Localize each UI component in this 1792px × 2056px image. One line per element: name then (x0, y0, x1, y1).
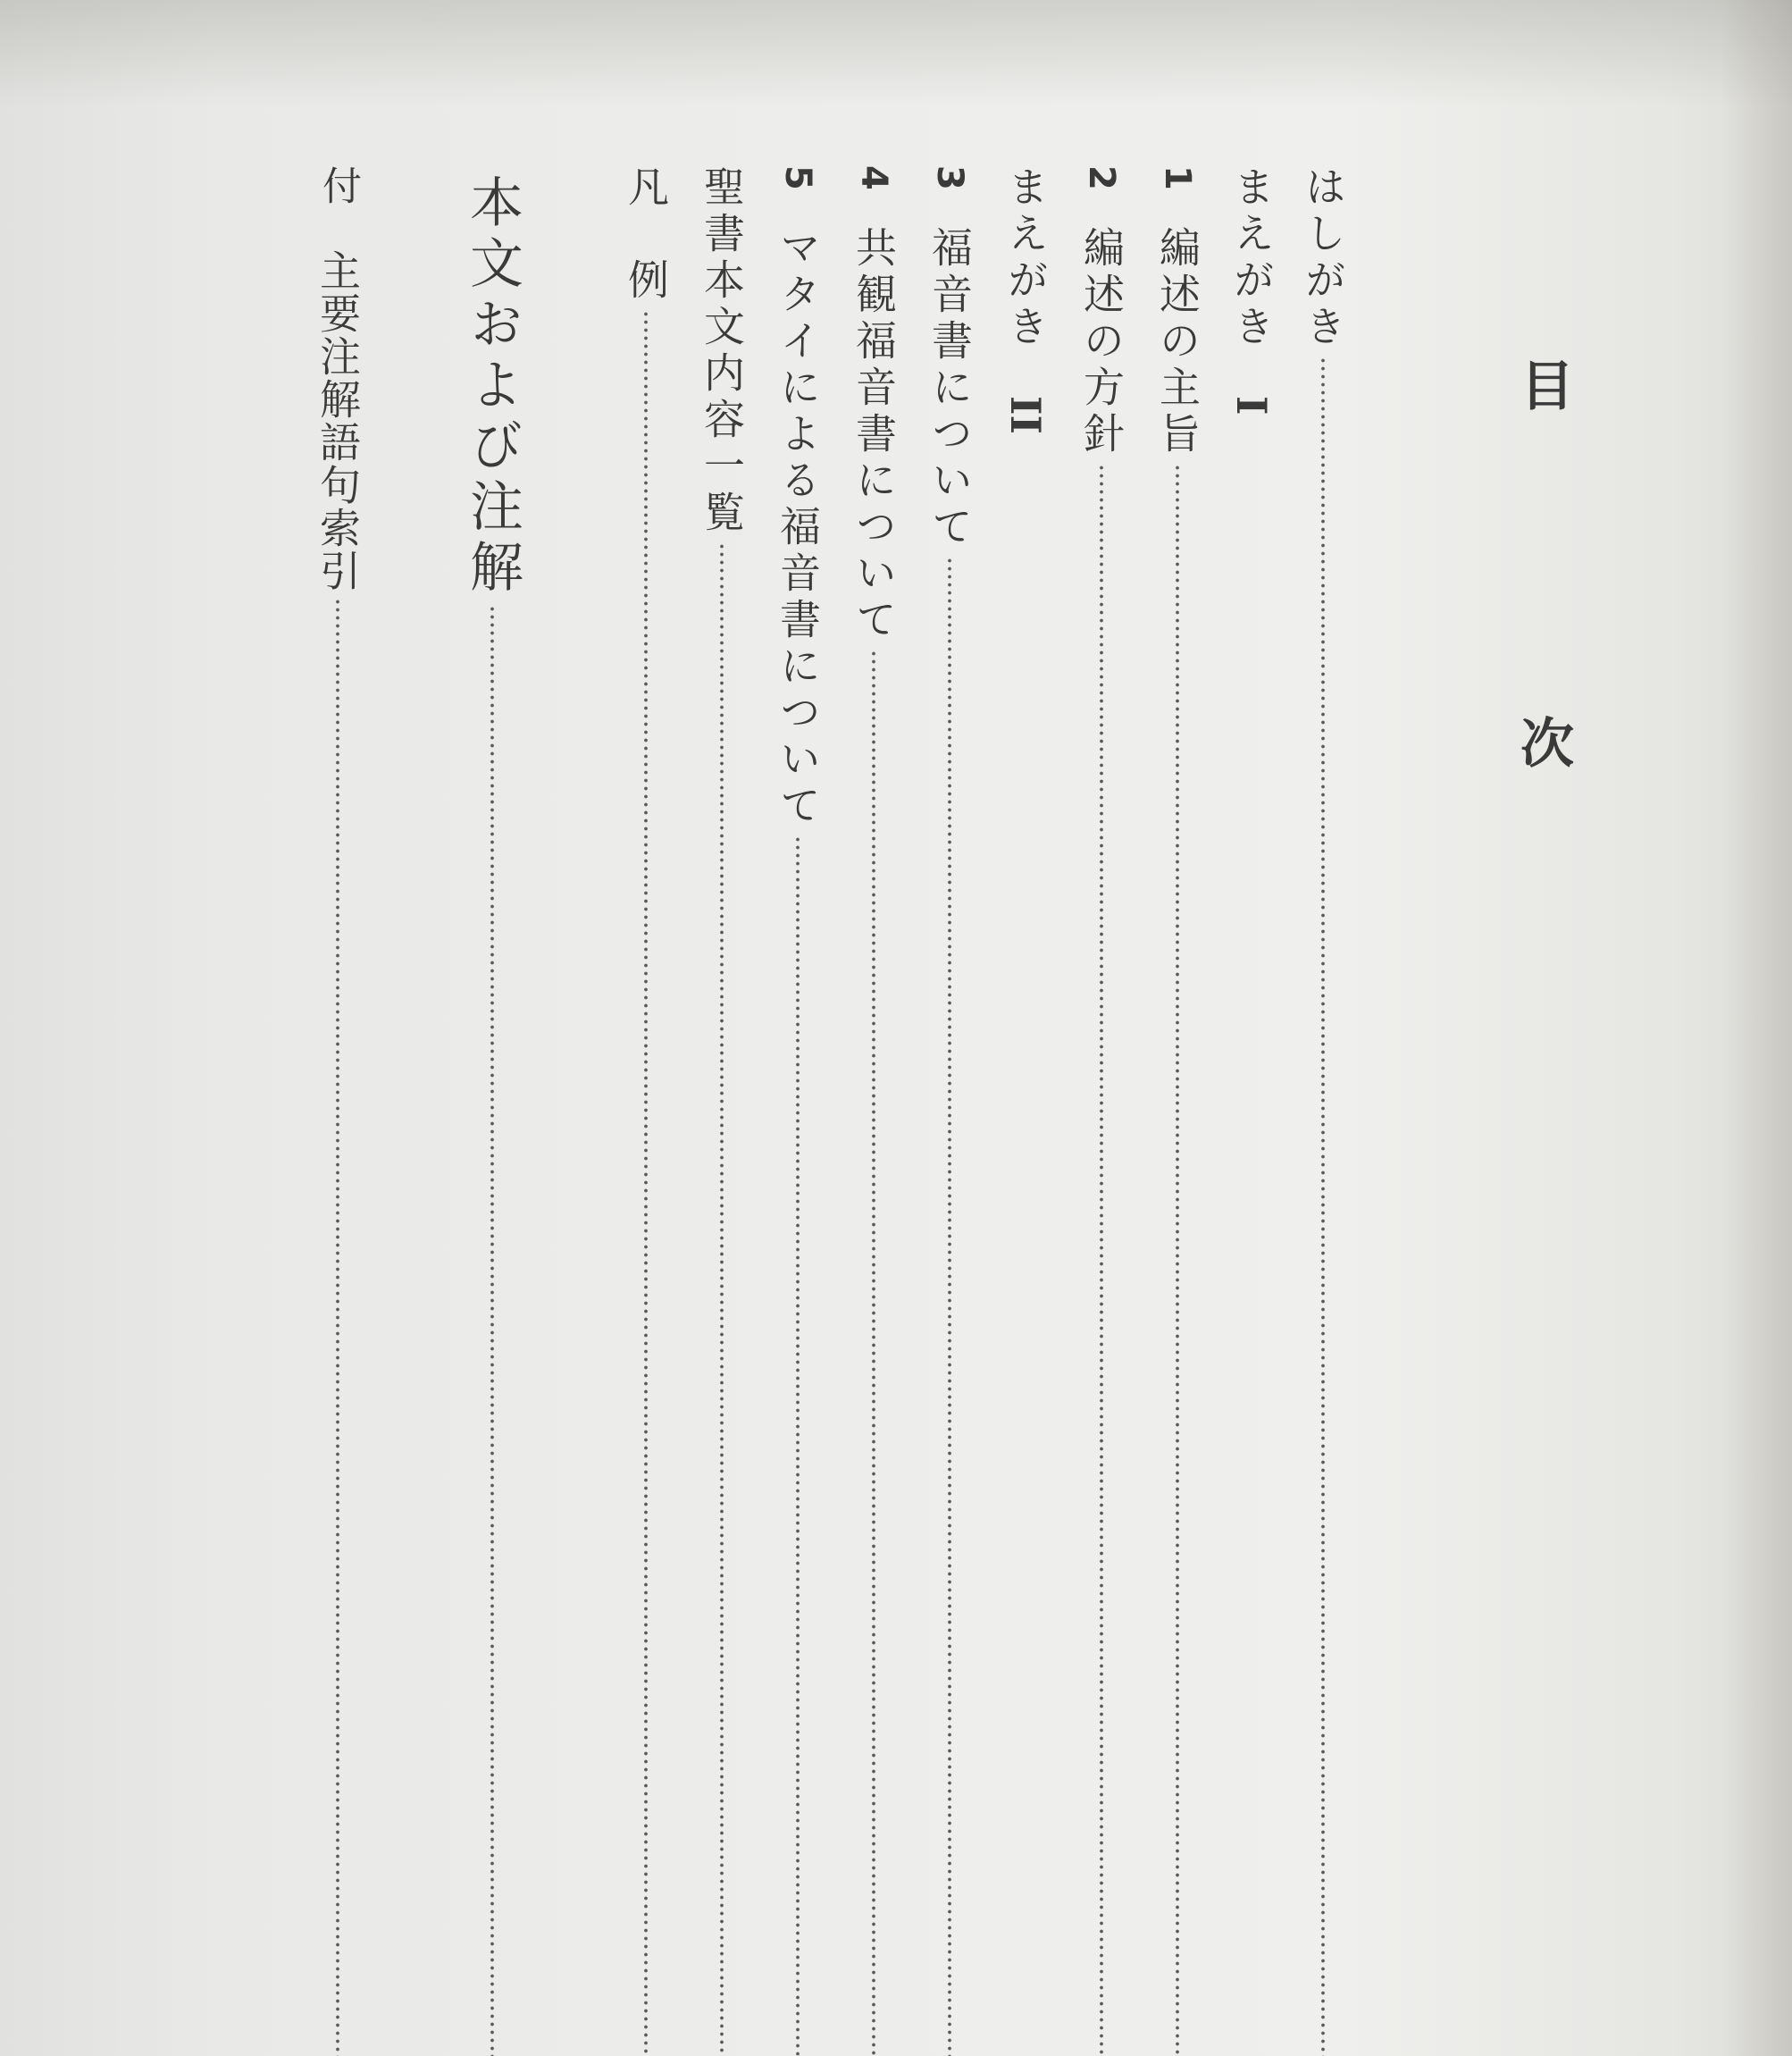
dot-leader (336, 598, 339, 2056)
toc-entry-number: 4 (853, 165, 894, 190)
toc-entry-hanrei[interactable] (616, 165, 675, 2056)
page-top-shadow (0, 0, 1792, 107)
toc-entry-label: まえがき (1001, 165, 1050, 351)
dot-leader (1100, 464, 1103, 2056)
dot-leader (1176, 464, 1179, 2056)
dot-leader (490, 605, 494, 2056)
dot-leader (1321, 357, 1325, 2056)
toc-entry-label: 福音書について (925, 225, 974, 551)
toc-entry-3[interactable] (920, 165, 979, 2056)
toc-entry-appendix-index[interactable] (308, 165, 367, 2056)
toc-entry-label: 主要注解語句索引 (314, 249, 362, 592)
toc-entry-number: 3 (929, 165, 970, 190)
dot-leader (720, 542, 724, 2056)
toc-entry-roman: I (1227, 396, 1276, 415)
toc-entry-maegaki-2[interactable] (996, 165, 1055, 541)
dot-leader (872, 650, 875, 2056)
toc-entry-number: 5 (777, 165, 818, 190)
toc-entry-contents-list[interactable] (692, 165, 751, 2056)
dot-leader (644, 310, 648, 2056)
toc-entry-main-text[interactable] (454, 174, 531, 2056)
toc-entry-2[interactable] (1072, 165, 1131, 2056)
toc-entry-hashigaki[interactable] (1294, 165, 1352, 2056)
toc-entry-number: 付 (315, 165, 361, 205)
dot-leader (948, 557, 951, 2056)
toc-entry-maegaki-1[interactable] (1222, 165, 1281, 505)
toc-entry-label: 本文および注解 (461, 174, 523, 600)
toc-entry-label: マタイによる福音書について (774, 225, 822, 830)
toc-title: 目 次 (1511, 357, 1574, 894)
toc-entry-label: 共観福音書について (850, 225, 898, 644)
toc-entry-label: はしがき (1299, 165, 1347, 351)
toc-entry-label: まえがき (1227, 165, 1276, 351)
toc-entry-1[interactable] (1148, 165, 1207, 2056)
toc-entry-number: 2 (1081, 165, 1122, 190)
toc-entry-roman: II (1001, 396, 1050, 435)
page-edge-shadow (1721, 0, 1792, 2056)
toc-entry-label: 編述の主旨 (1153, 225, 1202, 458)
toc-entry-label: 聖書本文内容一覧 (698, 165, 746, 537)
toc-entry-number: 1 (1157, 165, 1198, 190)
toc-entry-label: 凡 例 (622, 165, 670, 305)
toc-entry-label: 編述の方針 (1077, 225, 1126, 458)
dot-leader (796, 835, 800, 2056)
toc-entry-5[interactable] (768, 165, 827, 2056)
toc-entry-4[interactable] (844, 165, 903, 2056)
